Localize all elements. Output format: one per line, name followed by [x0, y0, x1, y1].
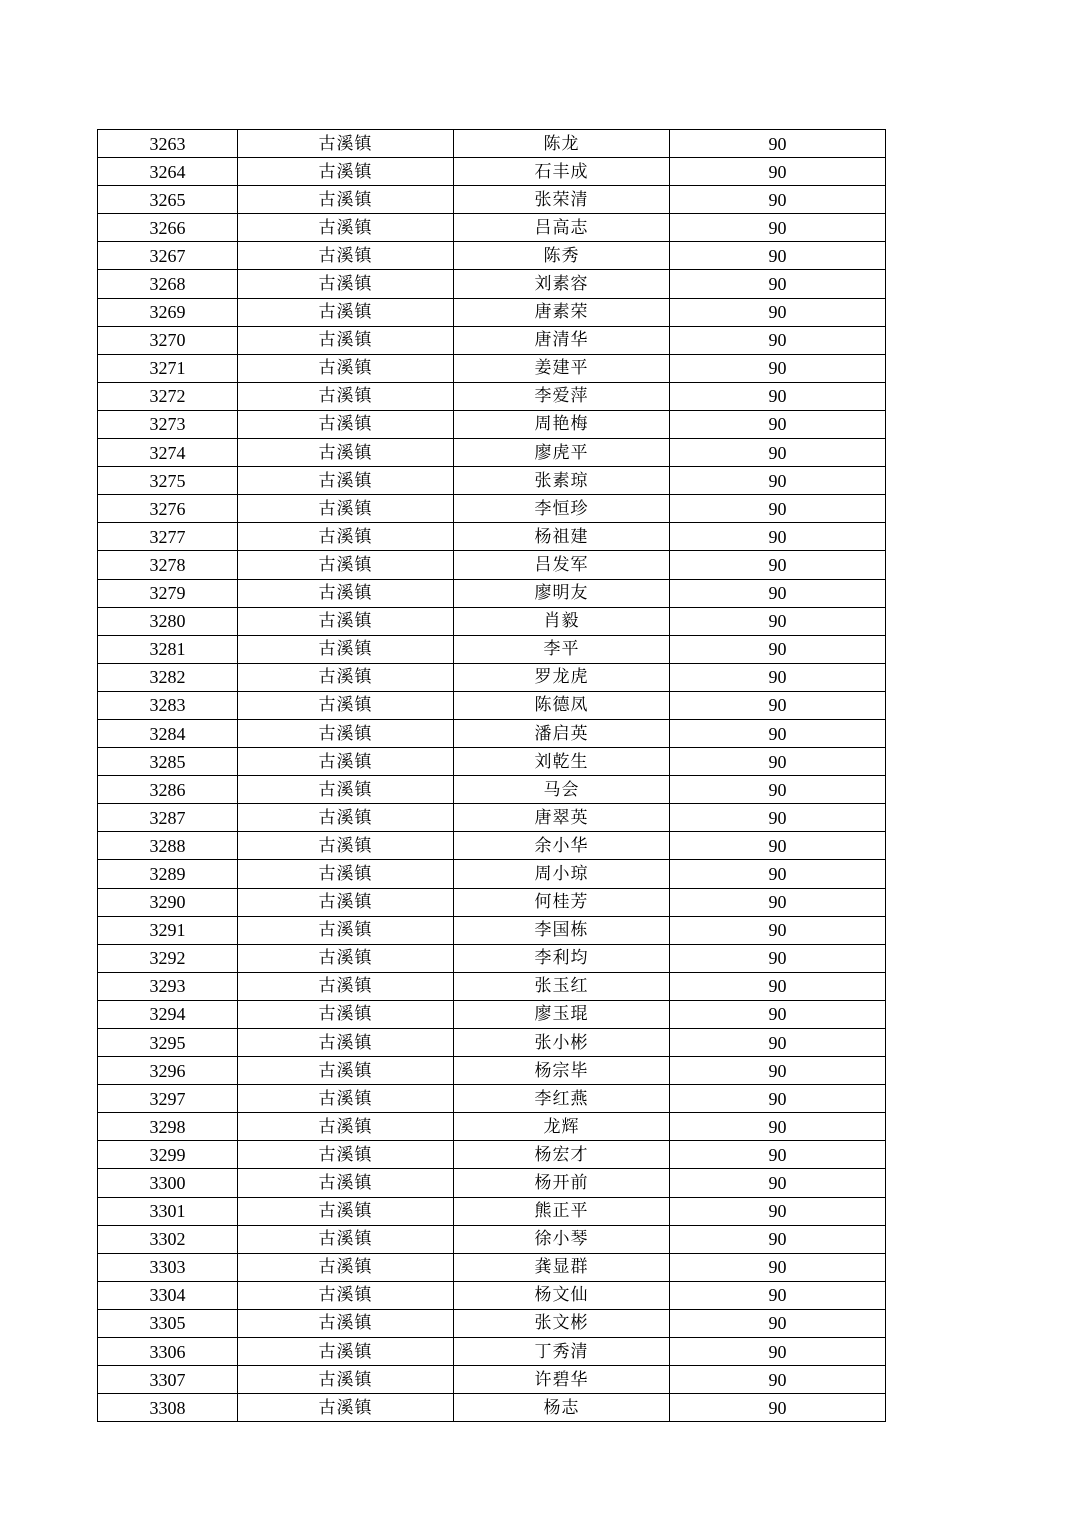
cell-name: 杨文仙 [454, 1281, 670, 1309]
cell-amount: 90 [670, 523, 886, 551]
cell-amount: 90 [670, 916, 886, 944]
cell-name: 张小彬 [454, 1029, 670, 1057]
cell-amount: 90 [670, 1057, 886, 1085]
cell-name: 唐素荣 [454, 298, 670, 326]
cell-town: 古溪镇 [238, 1113, 454, 1141]
table-row [98, 1000, 886, 1028]
table-row [98, 832, 886, 860]
table-row [98, 888, 886, 916]
cell-name: 周小琼 [454, 860, 670, 888]
cell-number: 3293 [98, 972, 238, 1000]
cell-name: 杨志 [454, 1394, 670, 1422]
cell-town: 古溪镇 [238, 410, 454, 438]
table-row [98, 1141, 886, 1169]
cell-amount: 90 [670, 1197, 886, 1225]
cell-name: 潘启英 [454, 719, 670, 747]
cell-number: 3281 [98, 635, 238, 663]
table-row [98, 663, 886, 691]
cell-amount: 90 [670, 382, 886, 410]
table-row [98, 1309, 886, 1337]
cell-number: 3301 [98, 1197, 238, 1225]
cell-number: 3291 [98, 916, 238, 944]
table-row [98, 1169, 886, 1197]
cell-number: 3273 [98, 410, 238, 438]
cell-name: 张荣清 [454, 186, 670, 214]
cell-amount: 90 [670, 298, 886, 326]
table-row [98, 776, 886, 804]
cell-name: 熊正平 [454, 1197, 670, 1225]
table-row [98, 298, 886, 326]
cell-name: 陈德凤 [454, 691, 670, 719]
cell-number: 3292 [98, 944, 238, 972]
cell-amount: 90 [670, 579, 886, 607]
cell-town: 古溪镇 [238, 1197, 454, 1225]
table-row [98, 270, 886, 298]
cell-amount: 90 [670, 635, 886, 663]
table-row [98, 607, 886, 635]
cell-number: 3285 [98, 748, 238, 776]
cell-amount: 90 [670, 214, 886, 242]
table-row [98, 1085, 886, 1113]
cell-town: 古溪镇 [238, 860, 454, 888]
table-row [98, 635, 886, 663]
cell-amount: 90 [670, 1338, 886, 1366]
table-row [98, 1253, 886, 1281]
cell-town: 古溪镇 [238, 663, 454, 691]
cell-number: 3305 [98, 1309, 238, 1337]
cell-name: 吕发军 [454, 551, 670, 579]
cell-town: 古溪镇 [238, 326, 454, 354]
cell-number: 3280 [98, 607, 238, 635]
cell-number: 3287 [98, 804, 238, 832]
cell-number: 3297 [98, 1085, 238, 1113]
cell-number: 3274 [98, 439, 238, 467]
table-row [98, 410, 886, 438]
cell-name: 许碧华 [454, 1366, 670, 1394]
cell-name: 龙辉 [454, 1113, 670, 1141]
cell-number: 3277 [98, 523, 238, 551]
cell-name: 李红燕 [454, 1085, 670, 1113]
table-row [98, 523, 886, 551]
cell-number: 3290 [98, 888, 238, 916]
cell-name: 刘素容 [454, 270, 670, 298]
cell-town: 古溪镇 [238, 1000, 454, 1028]
cell-number: 3289 [98, 860, 238, 888]
cell-number: 3282 [98, 663, 238, 691]
table-row [98, 242, 886, 270]
cell-town: 古溪镇 [238, 719, 454, 747]
cell-town: 古溪镇 [238, 467, 454, 495]
cell-number: 3299 [98, 1141, 238, 1169]
cell-name: 杨宗毕 [454, 1057, 670, 1085]
cell-name: 李爱萍 [454, 382, 670, 410]
cell-town: 古溪镇 [238, 1169, 454, 1197]
subsidy-table [97, 129, 886, 1422]
cell-amount: 90 [670, 1366, 886, 1394]
cell-town: 古溪镇 [238, 776, 454, 804]
table-row [98, 1366, 886, 1394]
table-row [98, 382, 886, 410]
cell-town: 古溪镇 [238, 972, 454, 1000]
cell-town: 古溪镇 [238, 1057, 454, 1085]
cell-number: 3307 [98, 1366, 238, 1394]
cell-number: 3270 [98, 326, 238, 354]
cell-amount: 90 [670, 551, 886, 579]
cell-name: 张素琼 [454, 467, 670, 495]
cell-amount: 90 [670, 1113, 886, 1141]
cell-number: 3266 [98, 214, 238, 242]
table-row [98, 467, 886, 495]
cell-town: 古溪镇 [238, 242, 454, 270]
cell-number: 3278 [98, 551, 238, 579]
cell-amount: 90 [670, 1141, 886, 1169]
cell-town: 古溪镇 [238, 214, 454, 242]
table-row [98, 214, 886, 242]
cell-town: 古溪镇 [238, 382, 454, 410]
cell-number: 3265 [98, 186, 238, 214]
cell-town: 古溪镇 [238, 186, 454, 214]
cell-amount: 90 [670, 1309, 886, 1337]
table-row [98, 1029, 886, 1057]
table-row [98, 551, 886, 579]
cell-town: 古溪镇 [238, 804, 454, 832]
cell-name: 唐清华 [454, 326, 670, 354]
cell-number: 3276 [98, 495, 238, 523]
table-row [98, 944, 886, 972]
cell-number: 3298 [98, 1113, 238, 1141]
cell-amount: 90 [670, 270, 886, 298]
cell-name: 罗龙虎 [454, 663, 670, 691]
cell-town: 古溪镇 [238, 916, 454, 944]
cell-town: 古溪镇 [238, 579, 454, 607]
cell-name: 杨祖建 [454, 523, 670, 551]
table-row [98, 691, 886, 719]
table-row [98, 1394, 886, 1422]
cell-amount: 90 [670, 691, 886, 719]
cell-amount: 90 [670, 130, 886, 158]
cell-town: 古溪镇 [238, 944, 454, 972]
cell-name: 何桂芳 [454, 888, 670, 916]
cell-number: 3271 [98, 354, 238, 382]
cell-town: 古溪镇 [238, 607, 454, 635]
cell-name: 张文彬 [454, 1309, 670, 1337]
table-row [98, 1281, 886, 1309]
cell-amount: 90 [670, 1394, 886, 1422]
table-row [98, 158, 886, 186]
cell-town: 古溪镇 [238, 1338, 454, 1366]
cell-name: 李国栋 [454, 916, 670, 944]
cell-number: 3294 [98, 1000, 238, 1028]
cell-amount: 90 [670, 326, 886, 354]
cell-amount: 90 [670, 860, 886, 888]
cell-town: 古溪镇 [238, 1141, 454, 1169]
cell-number: 3284 [98, 719, 238, 747]
cell-town: 古溪镇 [238, 1366, 454, 1394]
cell-name: 姜建平 [454, 354, 670, 382]
cell-amount: 90 [670, 410, 886, 438]
cell-name: 石丰成 [454, 158, 670, 186]
cell-town: 古溪镇 [238, 495, 454, 523]
cell-number: 3288 [98, 832, 238, 860]
cell-amount: 90 [670, 1085, 886, 1113]
cell-amount: 90 [670, 776, 886, 804]
cell-number: 3268 [98, 270, 238, 298]
cell-number: 3264 [98, 158, 238, 186]
cell-amount: 90 [670, 1281, 886, 1309]
cell-town: 古溪镇 [238, 130, 454, 158]
cell-name: 陈秀 [454, 242, 670, 270]
cell-town: 古溪镇 [238, 1225, 454, 1253]
table-row [98, 1197, 886, 1225]
cell-town: 古溪镇 [238, 1281, 454, 1309]
table-row [98, 1225, 886, 1253]
cell-name: 廖玉琨 [454, 1000, 670, 1028]
cell-amount: 90 [670, 354, 886, 382]
cell-town: 古溪镇 [238, 635, 454, 663]
cell-number: 3275 [98, 467, 238, 495]
cell-town: 古溪镇 [238, 158, 454, 186]
cell-amount: 90 [670, 186, 886, 214]
cell-name: 唐翠英 [454, 804, 670, 832]
cell-town: 古溪镇 [238, 551, 454, 579]
table-body [98, 130, 886, 1422]
cell-name: 吕高志 [454, 214, 670, 242]
cell-town: 古溪镇 [238, 691, 454, 719]
cell-name: 杨开前 [454, 1169, 670, 1197]
cell-town: 古溪镇 [238, 1309, 454, 1337]
cell-town: 古溪镇 [238, 523, 454, 551]
cell-name: 刘乾生 [454, 748, 670, 776]
cell-amount: 90 [670, 748, 886, 776]
table-row [98, 354, 886, 382]
cell-name: 周艳梅 [454, 410, 670, 438]
table-row [98, 579, 886, 607]
cell-amount: 90 [670, 832, 886, 860]
table-row [98, 972, 886, 1000]
cell-amount: 90 [670, 1029, 886, 1057]
table-row [98, 1113, 886, 1141]
table-row [98, 1057, 886, 1085]
cell-name: 陈龙 [454, 130, 670, 158]
table-row [98, 804, 886, 832]
table-row [98, 130, 886, 158]
cell-amount: 90 [670, 663, 886, 691]
cell-amount: 90 [670, 607, 886, 635]
table-row [98, 495, 886, 523]
cell-town: 古溪镇 [238, 354, 454, 382]
cell-town: 古溪镇 [238, 1253, 454, 1281]
table-row [98, 326, 886, 354]
cell-number: 3300 [98, 1169, 238, 1197]
table-row [98, 439, 886, 467]
cell-name: 杨宏才 [454, 1141, 670, 1169]
cell-amount: 90 [670, 242, 886, 270]
table-row [98, 748, 886, 776]
cell-name: 余小华 [454, 832, 670, 860]
table-row [98, 916, 886, 944]
cell-amount: 90 [670, 888, 886, 916]
cell-number: 3296 [98, 1057, 238, 1085]
cell-number: 3286 [98, 776, 238, 804]
table-row [98, 719, 886, 747]
table-row [98, 860, 886, 888]
cell-number: 3303 [98, 1253, 238, 1281]
cell-amount: 90 [670, 1000, 886, 1028]
cell-name: 李恒珍 [454, 495, 670, 523]
cell-amount: 90 [670, 1253, 886, 1281]
cell-town: 古溪镇 [238, 439, 454, 467]
cell-amount: 90 [670, 944, 886, 972]
cell-number: 3269 [98, 298, 238, 326]
cell-town: 古溪镇 [238, 1029, 454, 1057]
cell-number: 3302 [98, 1225, 238, 1253]
cell-name: 徐小琴 [454, 1225, 670, 1253]
cell-number: 3304 [98, 1281, 238, 1309]
cell-town: 古溪镇 [238, 298, 454, 326]
cell-town: 古溪镇 [238, 1085, 454, 1113]
cell-name: 李平 [454, 635, 670, 663]
cell-amount: 90 [670, 495, 886, 523]
cell-number: 3283 [98, 691, 238, 719]
cell-number: 3308 [98, 1394, 238, 1422]
cell-number: 3279 [98, 579, 238, 607]
cell-amount: 90 [670, 972, 886, 1000]
table-row [98, 186, 886, 214]
cell-town: 古溪镇 [238, 1394, 454, 1422]
cell-name: 马会 [454, 776, 670, 804]
cell-amount: 90 [670, 439, 886, 467]
cell-name: 肖毅 [454, 607, 670, 635]
cell-name: 李利均 [454, 944, 670, 972]
cell-name: 龚显群 [454, 1253, 670, 1281]
cell-amount: 90 [670, 467, 886, 495]
cell-number: 3263 [98, 130, 238, 158]
table-row [98, 1338, 886, 1366]
cell-town: 古溪镇 [238, 832, 454, 860]
cell-town: 古溪镇 [238, 888, 454, 916]
cell-number: 3295 [98, 1029, 238, 1057]
cell-amount: 90 [670, 1225, 886, 1253]
cell-amount: 90 [670, 158, 886, 186]
cell-town: 古溪镇 [238, 748, 454, 776]
cell-town: 古溪镇 [238, 270, 454, 298]
cell-number: 3272 [98, 382, 238, 410]
cell-amount: 90 [670, 719, 886, 747]
cell-name: 廖明友 [454, 579, 670, 607]
cell-number: 3267 [98, 242, 238, 270]
cell-number: 3306 [98, 1338, 238, 1366]
cell-name: 张玉红 [454, 972, 670, 1000]
cell-name: 丁秀清 [454, 1338, 670, 1366]
cell-amount: 90 [670, 1169, 886, 1197]
cell-amount: 90 [670, 804, 886, 832]
cell-name: 廖虎平 [454, 439, 670, 467]
